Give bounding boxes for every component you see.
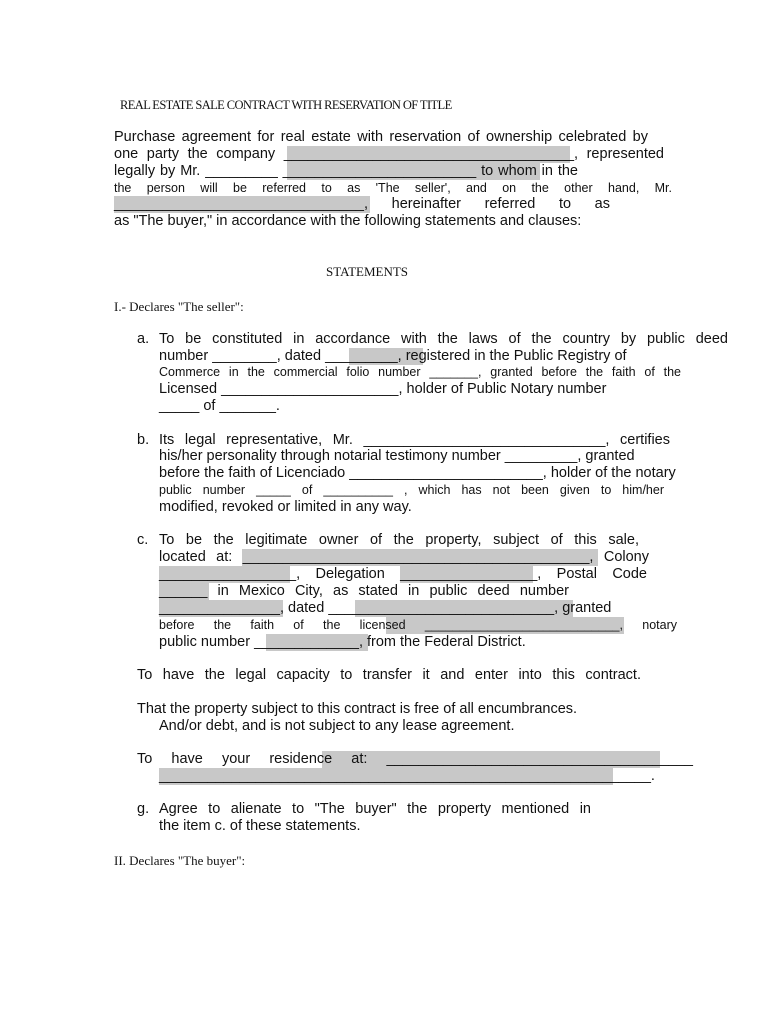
residence-line-2: _____________________________________________________________. [159,768,655,784]
item-c-line-1: To be the legitimate owner of the property, subject of this sale, [159,532,639,548]
item-c-line-3: _________________, Delegation _________________, Postal Code [159,566,647,582]
item-c-marker: c. [137,532,149,548]
section-2-heading: II. Declares "The buyer": [114,853,246,868]
capacity-paragraph: To have the legal capacity to transfer it and enter into this contract. [137,667,641,683]
item-g-marker: g. [137,801,150,817]
intro-line-3: legally by Mr. _________ ________________________ to whom in the [114,163,578,179]
intro-line-2: one party the company ____________________________________, represented [114,146,664,162]
item-g-line-1: Agree to alienate to "The buyer" the property mentioned in [159,801,591,817]
intro-line-1: Purchase agreement for real estate with reservation of ownership celebrated by [114,129,648,145]
intro-line-4: the person will be referred to as 'The seller', and on the other hand, Mr. [114,181,672,195]
item-a-line-1: To be constituted in accordance with the laws of the country by public deed [159,331,728,347]
item-g-line-2: the item c. of these statements. [159,818,361,834]
item-c-line-7: public number _____________, from the Federal District. [159,634,526,650]
item-a-line-2: number ________, dated _________, registered in the Public Registry of [159,348,627,364]
section-1-heading: I.- Declares "The seller": [114,299,244,314]
item-c-line-5: _______________, dated ____________________________, granted [159,600,612,616]
intro-line-6: as "The buyer," in accordance with the following statements and clauses: [114,213,582,229]
item-b-marker: b. [137,432,150,448]
item-a-line-3: Commerce in the commercial folio number _______, granted before the faith of the [159,365,681,379]
item-b-line-2: his/her personality through notarial testimony number _________, granted [159,448,635,464]
item-c-line-2: located at: ___________________________________________, Colony [159,549,649,565]
item-c-line-6: before the faith of the licensed ____________________________, notary [159,618,677,632]
item-a-line-5: _____ of _______. [159,398,280,414]
item-a-marker: a. [137,331,150,347]
item-c-line-4: ______ in Mexico City, as stated in public deed number [159,583,569,599]
item-b-line-4: public number _____ of __________ , which has not been given to him/her [159,483,664,497]
item-b-line-1: Its legal representative, Mr. ______________________________, certifies [159,432,670,448]
statements-heading: STATEMENTS [326,264,409,279]
item-b-line-5: modified, revoked or limited in any way. [159,499,412,515]
free-paragraph-line-1: That the property subject to this contract is free of all encumbrances. [137,701,578,717]
item-a-line-4: Licensed ______________________, holder of Public Notary number [159,381,607,397]
document-title: REAL ESTATE SALE CONTRACT WITH RESERVATION OF TITLE [120,98,452,112]
intro-line-5: _______________________________, hereinafter referred to as [114,196,610,212]
free-paragraph-line-2: And/or debt, and is not subject to any lease agreement. [159,718,515,734]
item-b-line-3: before the faith of Licenciado ________________________, holder of the notary [159,465,676,481]
residence-line-1: To have your residence at: ______________________________________ [137,751,693,767]
